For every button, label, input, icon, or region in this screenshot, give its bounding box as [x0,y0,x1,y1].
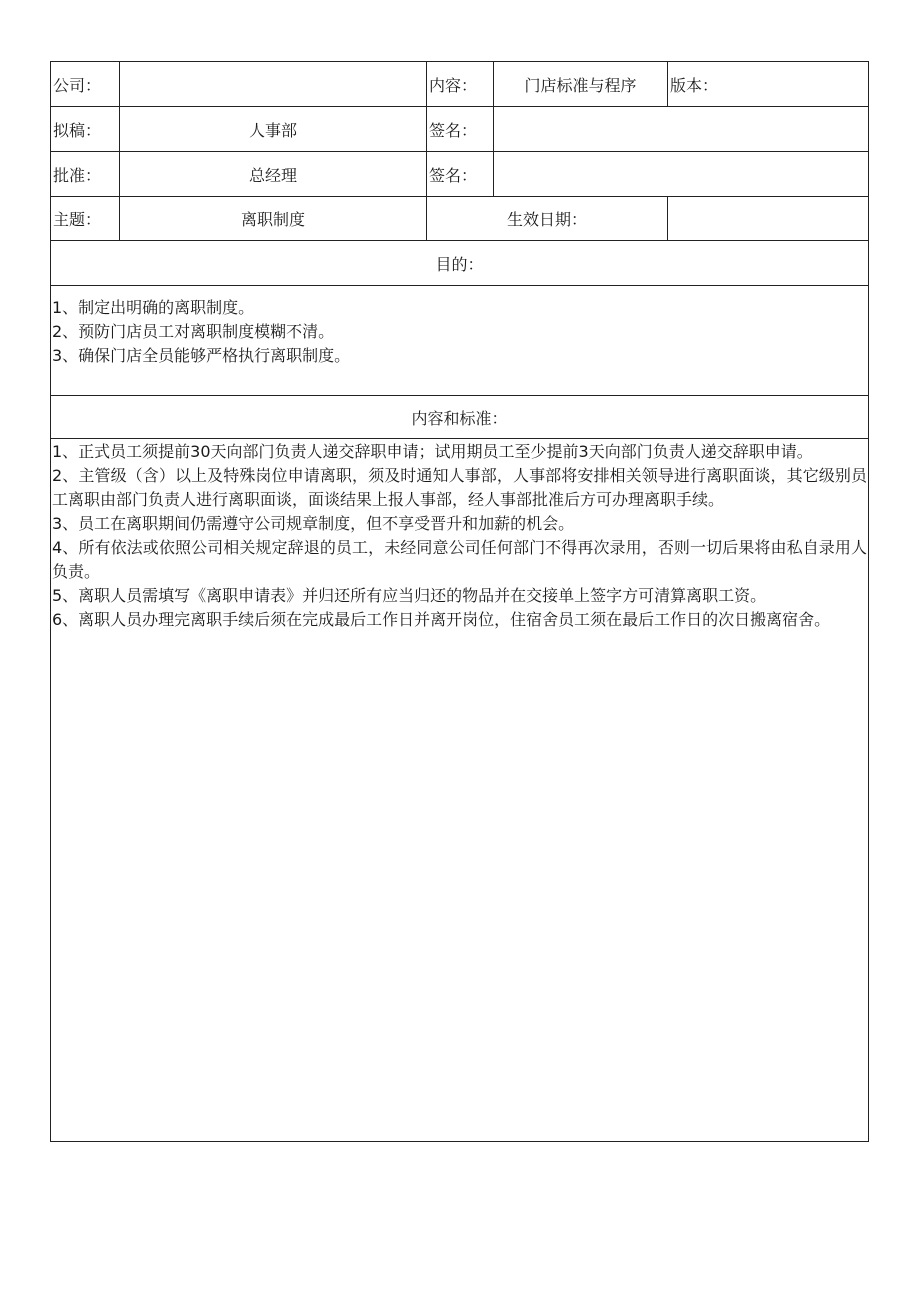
list-item: 6、离职人员办理完离职手续后须在完成最后工作日并离开岗位，住宿舍员工须在最后工作日的次日搬离宿舍。 [52,610,831,629]
row-draft [51,107,868,152]
draft-value: 人事部 [120,107,427,151]
row-standards-title [51,396,868,439]
standards-list [52,440,867,632]
sign-field-draft [494,107,868,151]
policy-form [50,61,869,1142]
sign-label-draft: 签名： [427,107,494,151]
list-item: 3、确保门店全员能够严格执行离职制度。 [52,346,351,365]
row-approve [51,152,868,197]
subject-label: 主题： [51,197,120,240]
effective-date-label: 生效日期： [427,197,668,240]
purpose-list [52,296,350,368]
list-item: 3、员工在离职期间仍需遵守公司规章制度，但不享受晋升和加薪的机会。 [52,514,575,533]
company-value [120,62,427,106]
row-purpose-items [51,286,868,396]
version-label: 版本： [670,75,719,95]
row-subject [51,197,868,241]
row-company [51,62,868,107]
effective-date-value [668,197,868,240]
content-value: 门店标准与程序 [494,62,668,106]
subject-value: 离职制度 [120,197,427,240]
approve-label: 批准： [51,152,120,196]
content-label: 内容： [427,62,494,106]
list-item: 1、正式员工须提前30天向部门负责人递交辞职申请；试用期员工至少提前3天向部门负责人递交辞职申请。 [52,442,813,461]
purpose-title: 目的： [435,254,484,274]
list-item: 4、所有依法或依照公司相关规定辞退的员工，未经同意公司任何部门不得再次录用，否则一切后果将由私自录用人负责。 [52,538,867,581]
list-item: 2、主管级（含）以上及特殊岗位申请离职，须及时通知人事部，人事部将安排相关领导进行离职面谈，其它级别员工离职由部门负责人进行离职面谈，面谈结果上报人事部，经人事部批准后方可办理离职手续。 [52,466,867,509]
sign-label-approve: 签名： [427,152,494,196]
list-item: 5、离职人员需填写《离职申请表》并归还所有应当归还的物品并在交接单上签字方可清算离职工资。 [52,586,767,605]
company-label: 公司： [51,62,120,106]
approve-value: 总经理 [120,152,427,196]
list-item: 2、预防门店员工对离职制度模糊不清。 [52,322,335,341]
draft-label: 拟稿： [51,107,120,151]
row-purpose-title [51,241,868,286]
sign-field-approve [494,152,868,196]
standards-title: 内容和标准： [411,408,508,428]
list-item: 1、制定出明确的离职制度。 [52,298,255,317]
